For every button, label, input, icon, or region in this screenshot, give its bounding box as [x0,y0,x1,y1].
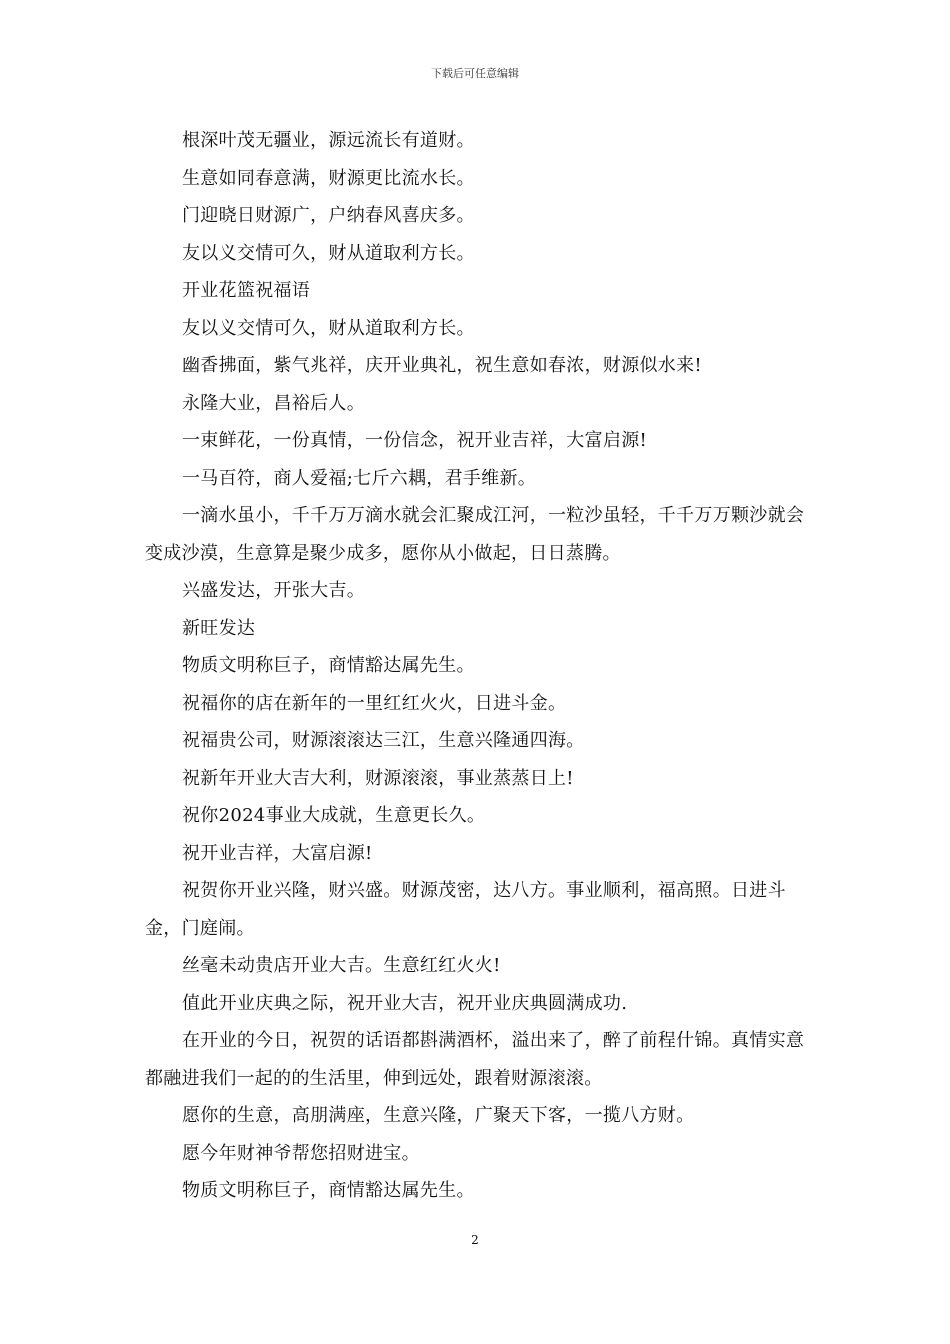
paragraph: 祝开业吉祥，大富启源! [182,842,373,864]
section-heading: 开业花篮祝福语 [182,280,311,301]
paragraph: 祝福贵公司，财源滚滚达三江，生意兴隆通四海。 [182,730,585,751]
paragraph: 祝福你的店在新年的一里红红火火，日进斗金。 [182,692,567,714]
paragraph: 祝你2024事业大成就，生意更长久。 [182,805,486,826]
paragraph: 值此开业庆典之际，祝开业大吉，祝开业庆典圆满成功. [182,992,628,1014]
paragraph: 友以义交情可久，财从道取利方长。 [182,242,475,264]
paragraph: 友以义交情可久，财从道取利方长。 [182,317,475,339]
paragraph: 愿你的生意，高朋满座，生意兴隆，广聚天下客，一揽八方财。 [182,1105,695,1126]
paragraph: 兴盛发达，开张大吉。 [182,580,365,601]
paragraph: 物质文明称巨子，商情豁达属先生。 [182,655,475,676]
paragraph: 门迎晓日财源广，户纳春风喜庆多。 [182,205,475,226]
page-number: 2 [471,1233,479,1247]
paragraph: 一滴水虽小，千千万万滴水就会汇聚成江河，一粒沙虽轻，千千万万颗沙就会变成沙漠，生意算是聚少成多，愿你从小做起，日日蒸腾。 [145,505,805,564]
paragraph: 根深叶茂无疆业，源远流长有道财。 [182,130,475,151]
paragraph: 愿今年财神爷帮您招财进宝。 [182,1142,420,1164]
paragraph: 生意如同春意满，财源更比流水长。 [182,167,475,189]
page-header: 下载后可任意编辑 [431,67,519,80]
paragraph: 丝毫未动贵店开业大吉。生意红红火火! [182,955,501,976]
paragraph: 祝贺你开业兴隆，财兴盛。财源茂密，达八方。事业顺利，福高照。日进斗金，门庭闹。 [145,880,786,939]
paragraph: 一马百符，商人爱福;七斤六耦，君手维新。 [182,467,537,489]
paragraph: 永隆大业，昌裕后人。 [182,392,365,414]
document-body [145,122,810,1210]
paragraph: 幽香拂面，紫气兆祥，庆开业典礼，祝生意如春浓，财源似水来! [182,355,702,376]
paragraph: 一束鲜花，一份真情，一份信念，祝开业吉祥，大富启源! [182,430,648,451]
paragraph: 新旺发达 [182,617,256,639]
paragraph: 祝新年开业大吉大利，财源滚滚，事业蒸蒸日上! [182,767,574,789]
paragraph: 在开业的今日，祝贺的话语都斟满酒杯，溢出来了，醉了前程什锦。真情实意都融进我们一起的的生活里，伸到远处，跟着财源滚滚。 [145,1030,805,1089]
paragraph: 物质文明称巨子，商情豁达属先生。 [182,1180,475,1201]
